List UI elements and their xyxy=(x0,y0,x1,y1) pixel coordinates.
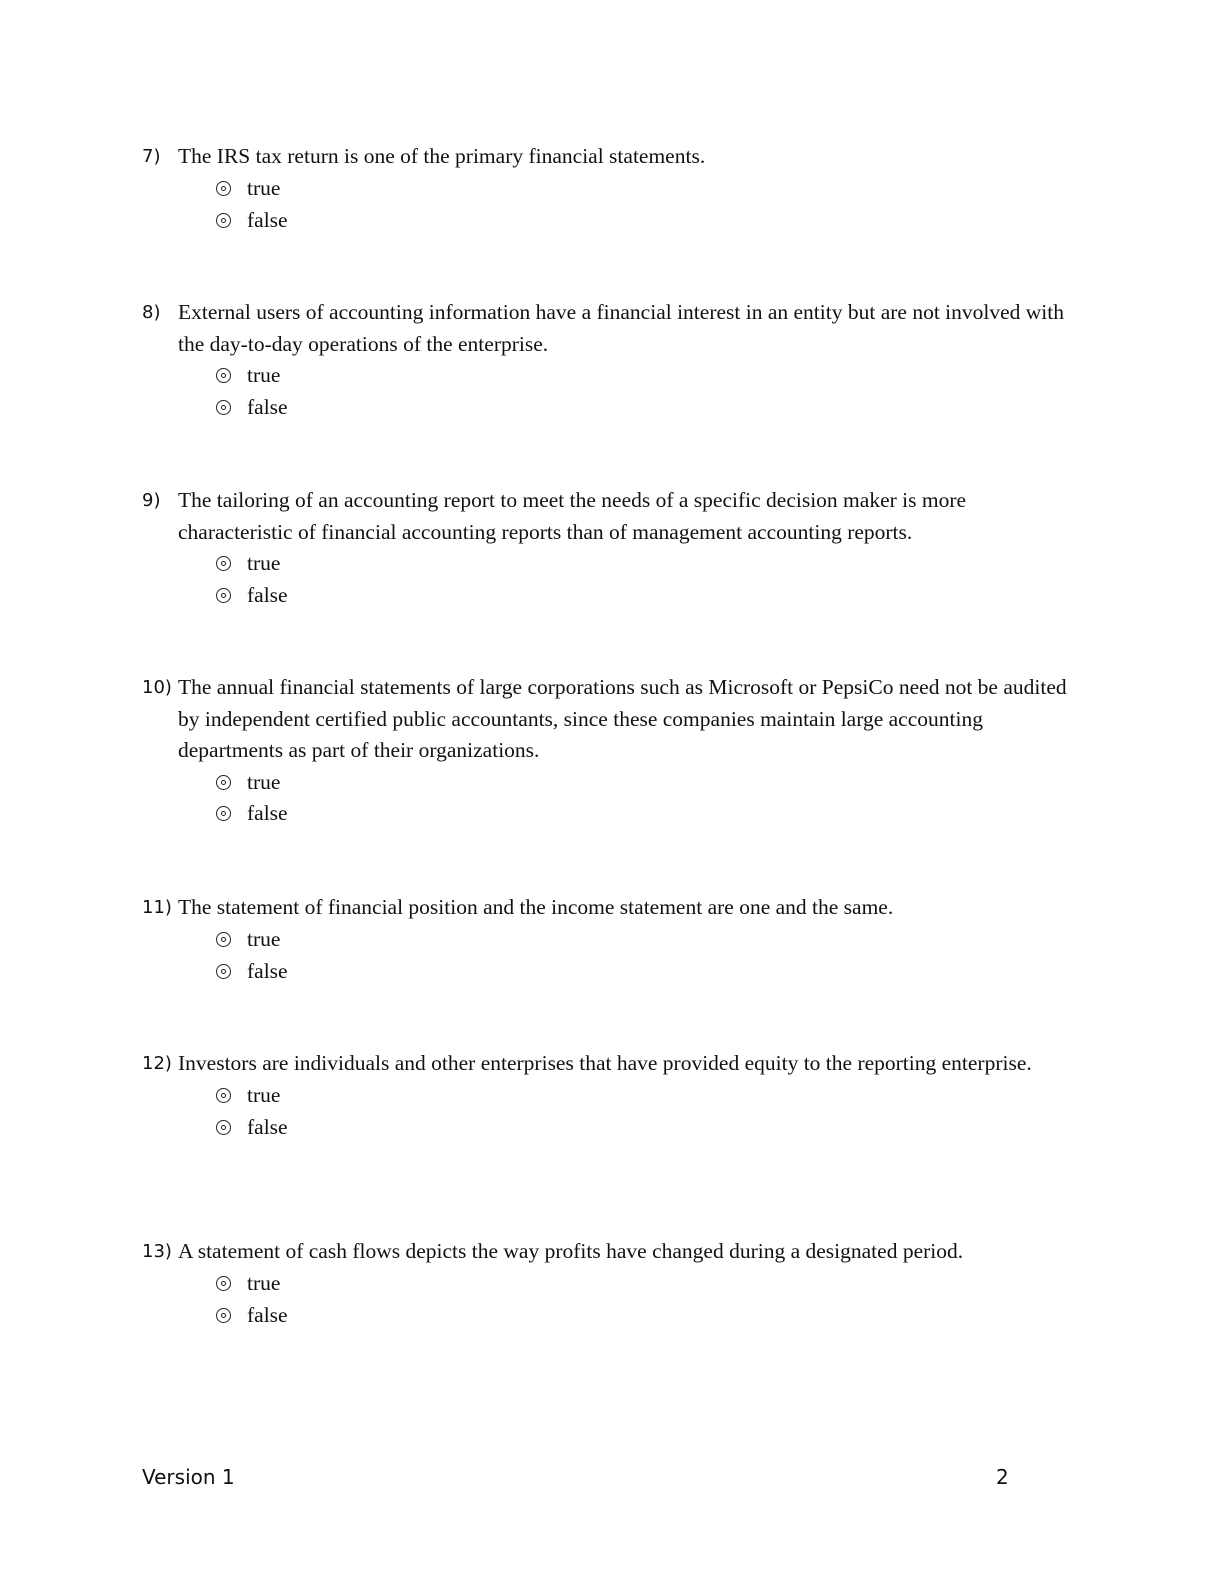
question-text: The tailoring of an accounting report to meet the needs of a specific decision maker is more characteristic of financial accounting reports than of management accounting reports. xyxy=(178,488,967,544)
option-false[interactable] xyxy=(216,205,1082,237)
answer-options xyxy=(216,1080,1082,1143)
option-true[interactable] xyxy=(216,173,1082,205)
question-8 xyxy=(142,297,1082,423)
radio-icon[interactable] xyxy=(216,368,231,383)
option-true[interactable] xyxy=(216,767,1082,799)
radio-icon[interactable] xyxy=(216,1120,231,1135)
question-number: 11) xyxy=(142,897,172,918)
question-11 xyxy=(142,892,1082,987)
option-label: true xyxy=(247,1083,281,1108)
answer-options xyxy=(216,360,1082,423)
radio-icon[interactable] xyxy=(216,775,231,790)
option-label: false xyxy=(247,582,288,607)
question-text: The statement of financial position and the income statement are one and the same. xyxy=(178,895,894,919)
answer-options xyxy=(216,173,1082,236)
option-label: true xyxy=(247,363,281,388)
question-number: 9) xyxy=(142,490,161,511)
option-label: false xyxy=(247,207,288,232)
option-false[interactable] xyxy=(216,1112,1082,1144)
answer-options xyxy=(216,548,1082,611)
option-label: false xyxy=(247,394,288,419)
radio-icon[interactable] xyxy=(216,806,231,821)
radio-icon[interactable] xyxy=(216,588,231,603)
question-number: 8) xyxy=(142,302,161,323)
option-label: false xyxy=(247,801,288,826)
question-number: 13) xyxy=(142,1241,172,1262)
option-true[interactable] xyxy=(216,1080,1082,1112)
question-10 xyxy=(142,672,1082,830)
answer-options xyxy=(216,767,1082,830)
question-12 xyxy=(142,1048,1082,1143)
option-false[interactable] xyxy=(216,956,1082,988)
radio-icon[interactable] xyxy=(216,213,231,228)
footer-version: Version 1 xyxy=(142,1465,235,1489)
radio-icon[interactable] xyxy=(216,1276,231,1291)
option-false[interactable] xyxy=(216,798,1082,830)
radio-icon[interactable] xyxy=(216,964,231,979)
question-number: 12) xyxy=(142,1053,172,1074)
radio-icon[interactable] xyxy=(216,556,231,571)
option-true[interactable] xyxy=(216,360,1082,392)
question-number: 7) xyxy=(142,146,161,167)
question-text: Investors are individuals and other enterprises that have provided equity to the reporting enterprise. xyxy=(178,1051,1032,1075)
option-false[interactable] xyxy=(216,1300,1082,1332)
radio-icon[interactable] xyxy=(216,400,231,415)
option-true[interactable] xyxy=(216,1268,1082,1300)
option-label: true xyxy=(247,176,281,201)
option-label: false xyxy=(247,958,288,983)
question-text: The annual financial statements of large corporations such as Microsoft or PepsiCo need not be audited by independent certified public accountants, since these companies maintain large accounting departments as part of their organizations. xyxy=(178,675,1067,762)
question-number: 10) xyxy=(142,677,172,698)
question-9 xyxy=(142,485,1082,611)
option-true[interactable] xyxy=(216,924,1082,956)
option-label: false xyxy=(247,1114,288,1139)
question-13 xyxy=(142,1236,1082,1331)
option-label: true xyxy=(247,769,281,794)
option-label: false xyxy=(247,1302,288,1327)
question-text: External users of accounting information have a financial interest in an entity but are not involved with the day-to-day operations of the enterprise. xyxy=(178,300,1065,356)
footer-page-number: 2 xyxy=(996,1465,1009,1489)
option-label: true xyxy=(247,1271,281,1296)
option-label: true xyxy=(247,551,281,576)
option-false[interactable] xyxy=(216,392,1082,424)
option-label: true xyxy=(247,927,281,952)
question-text: A statement of cash flows depicts the way profits have changed during a designated period. xyxy=(178,1239,964,1263)
radio-icon[interactable] xyxy=(216,1308,231,1323)
question-text: The IRS tax return is one of the primary financial statements. xyxy=(178,144,706,168)
answer-options xyxy=(216,1268,1082,1331)
option-true[interactable] xyxy=(216,548,1082,580)
radio-icon[interactable] xyxy=(216,932,231,947)
radio-icon[interactable] xyxy=(216,1088,231,1103)
answer-options xyxy=(216,924,1082,987)
radio-icon[interactable] xyxy=(216,181,231,196)
option-false[interactable] xyxy=(216,580,1082,612)
question-7 xyxy=(142,141,1082,236)
